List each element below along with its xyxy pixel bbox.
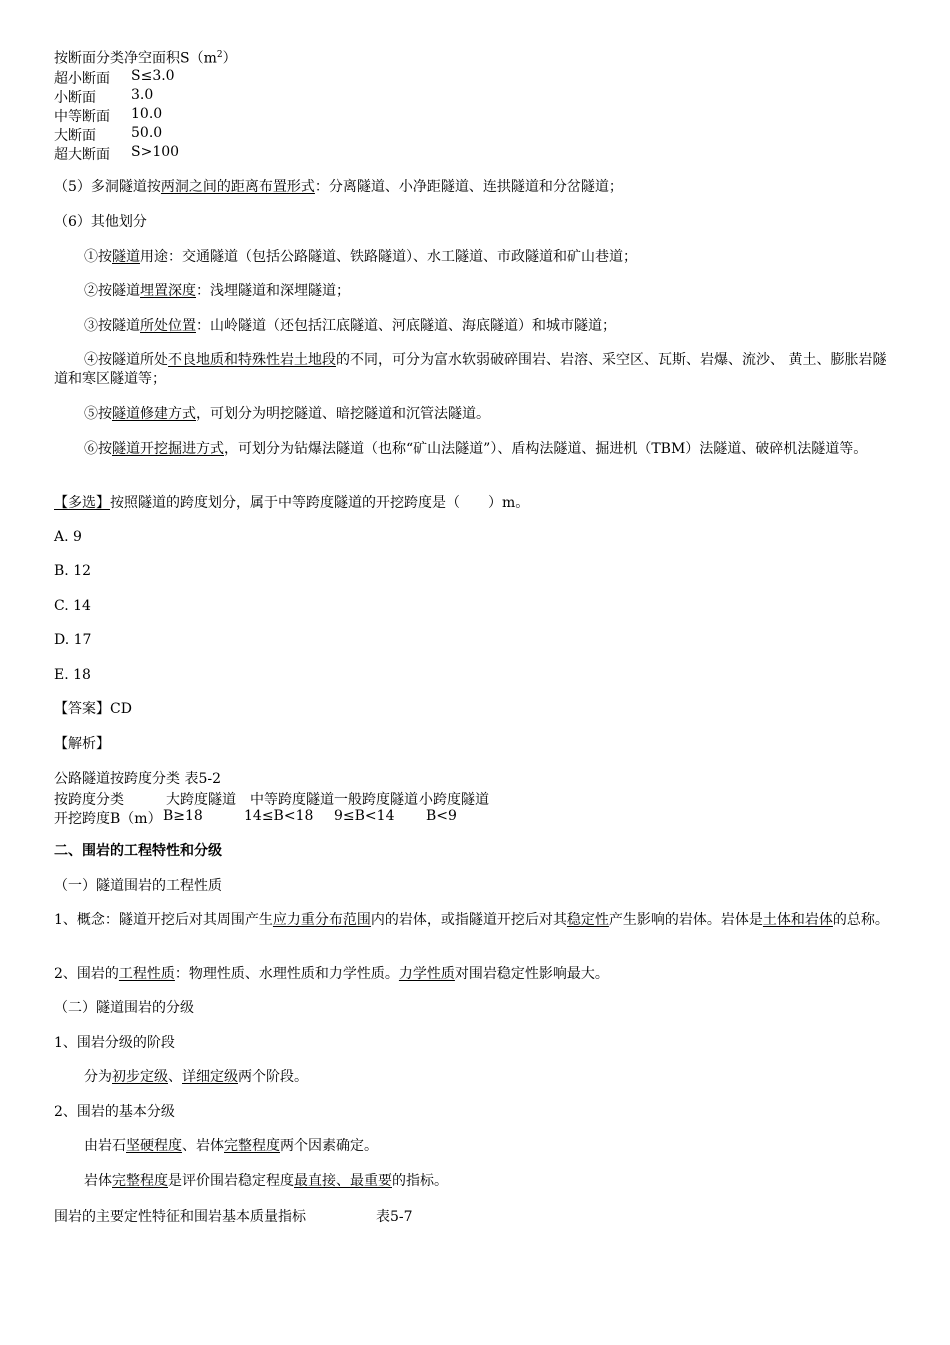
option-a: A. 9	[54, 529, 82, 545]
item-3: ③按隧道所处位置：山岭隧道（还包括江底隧道、河底隧道、海底隧道）和城市隧道；	[84, 318, 616, 334]
basic-grade-text: 由岩石坚硬程度、岩体完整程度两个因素确定。	[84, 1138, 378, 1154]
para-6: （6）其他划分	[54, 214, 147, 230]
item-1: ①按隧道用途：交通隧道（包括公路隧道、铁路隧道）、水工隧道、市政隧道和矿山巷道；	[84, 249, 637, 265]
answer: 【答案】CD	[54, 701, 132, 717]
option-b: B. 12	[54, 563, 92, 579]
basic-grade-heading: 2、围岩的基本分级	[54, 1104, 175, 1120]
item-2: ②按隧道埋置深度：浅埋隧道和深埋隧道；	[84, 283, 350, 299]
integrity-text: 岩体完整程度是评价围岩稳定程度最直接、最重要的指标。	[84, 1173, 448, 1189]
item-5: ⑤按隧道修建方式，可划分为明挖隧道、暗挖隧道和沉管法隧道。	[84, 406, 490, 422]
option-e: E. 18	[54, 667, 91, 683]
span-table-title: 公路隧道按跨度分类 表5-2	[54, 771, 221, 787]
option-c: C. 14	[54, 598, 91, 614]
concept-para: 1、概念：隧道开挖后对其周围产生应力重分布范围内的岩体，或指隧道开挖后对其稳定性产生影响的岩体。岩体是土体和岩体的总称。	[54, 912, 889, 928]
analysis-label: 【解析】	[54, 736, 110, 752]
subheading-2: （二）隧道围岩的分级	[54, 1000, 194, 1016]
item-4: ④按隧道所处不良地质和特殊性岩土地段的不同，可分为富水软弱破碎围岩、岩溶、采空区、瓦斯、岩爆、流沙、 黄土、膨胀岩隧道和寒区隧道等；	[54, 352, 887, 387]
area-table-header: 按断面分类净空面积$S(m^2)$	[54, 50, 237, 67]
grade-stage-text: 分为初步定级、详细定级两个阶段。	[84, 1069, 308, 1085]
question: 【多选】按照隧道的跨度划分，属于中等跨度隧道的开挖跨度是（ ）m。	[54, 495, 530, 511]
para-5: （5）多洞隧道按两洞之间的距离布置形式：分离隧道、小净距隧道、连拱隧道和分岔隧道；	[54, 179, 623, 195]
section-heading: 二、围岩的工程特性和分级	[54, 843, 222, 859]
option-d: D. 17	[54, 632, 92, 648]
property-para: 2、围岩的工程性质：物理性质、水理性质和力学性质。力学性质对围岩稳定性影响最大。	[54, 966, 609, 982]
subheading-1: （一）隧道围岩的工程性质	[54, 878, 222, 894]
item-6: ⑥按隧道开挖掘进方式，可划分为钻爆法隧道（也称“矿山法隧道”）、盾构法隧道、掘进机（TBM）法隧道、破碎机法隧道等。	[84, 441, 868, 457]
grade-stage-heading: 1、围岩分级的阶段	[54, 1035, 175, 1051]
